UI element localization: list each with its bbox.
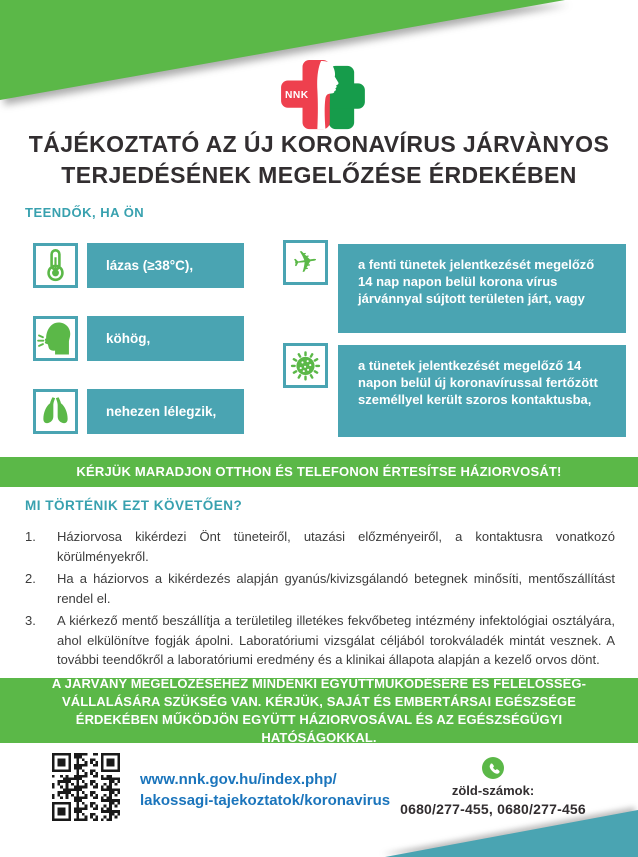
green-numbers-block xyxy=(393,757,593,817)
phone-icon xyxy=(482,757,504,779)
phone-numbers: 0680/277-455, 0680/277-456 xyxy=(400,801,586,817)
condition-label: a tünetek jelentkezését megelőző 14 napon belül új koronavírussal fertőzött személlyel került szoros kontaktusba, xyxy=(358,358,598,407)
list-item-text: A kiérkező mentő beszállítja a területileg illetékes fekvőbeteg intézmény infektológiai osztályára, ahol elkülönítve fogják ápolni. Laboratóriumi vizsgálat céljából torokváladék mintát vesznek. A további teendőkről a laboratóriumi eredmény és a klinikai állapota alapján a kezelő orvos dönt. xyxy=(57,613,615,667)
title-line-2: TERJEDÉSÉNEK MEGELŐZÉSE ÉRDEKÉBEN xyxy=(61,162,577,188)
website-link-line1[interactable]: www.nnk.gov.hu/index.php/ xyxy=(140,771,337,788)
virus-icon xyxy=(283,343,328,388)
list-item-text: Ha a háziorvos a kikérdezés alapján gyanús/kivizsgálandó betegnek minősíti, mentőszállítást rendel el. xyxy=(57,571,615,606)
page-title xyxy=(0,129,638,191)
list-item xyxy=(25,611,615,670)
symptom-label: köhög, xyxy=(106,331,151,346)
airplane-icon: ✈ xyxy=(283,240,328,285)
list-item-number: 2. xyxy=(25,571,36,586)
condition-label: a fenti tünetek jelentkezését megelőző 14 nap napon belül korona vírus járvánnyal sújtott területen járt, vagy xyxy=(358,257,595,306)
thermometer-icon xyxy=(33,243,78,288)
cough-icon xyxy=(33,316,78,361)
website-link-line2[interactable]: lakossagi-tajekoztatok/koronavirus xyxy=(140,791,391,809)
list-item-number: 1. xyxy=(25,529,36,544)
next-steps-heading: MI TÖRTÉNIK EZT KÖVETŐEN? xyxy=(25,498,243,513)
qr-code xyxy=(52,753,120,821)
list-item-text: Háziorvosa kikérdezi Önt tüneteiről, utazási előzményeiről, a kontaktusra vonatkozó körülményekről. xyxy=(57,529,615,564)
cooperation-banner xyxy=(0,675,638,745)
stay-home-banner: KÉRJÜK MARADJON OTTHON ÉS TELEFONON ÉRTESÍTSE HÁZIORVOSÁT! xyxy=(0,457,638,487)
list-item xyxy=(25,527,615,566)
symptom-box-fever xyxy=(87,243,244,288)
next-steps-list xyxy=(25,527,615,673)
symptom-box-breathing xyxy=(87,389,244,434)
symptom-box-cough xyxy=(87,316,244,361)
nnk-logo-icon xyxy=(272,60,372,136)
condition-box-travel xyxy=(338,244,626,333)
website-link[interactable] xyxy=(140,770,390,811)
title-line-1: TÁJÉKOZTATÓ AZ ÚJ KORONAVÍRUS JÁRVÀNYOS xyxy=(28,131,610,157)
condition-box-contact xyxy=(338,345,626,437)
green-numbers-label: zöld-számok: xyxy=(451,783,535,798)
list-item-number: 3. xyxy=(25,613,36,628)
symptom-label: nehezen lélegzik, xyxy=(106,404,217,419)
symptoms-heading: TEENDŐK, HA ÖN xyxy=(25,205,145,220)
cooperation-banner-text: A JÁRVÁNY MEGELŐZÉSÉHEZ MINDENKI EGYÜTTMŰKÖDÉSÉRE ÉS FELELŐSSÉG-VÁLLALÁSÁRA SZÜKSÉG VAN. KÉRJÜK, SAJÁT ÉS EMBERTÁRSAI EGÉSZSÉGE ÉRDEKÉBEN MŰKÖDJÖN EGYÜTT HÁZIORVOSÁVAL ÉS AZ EGÉSZSÉGÜGYI HATÓSÁGOKKAL. xyxy=(51,675,587,745)
svg-text:NNK: NNK xyxy=(284,90,309,101)
symptom-label: lázas (≥38°C), xyxy=(106,258,194,273)
lungs-icon xyxy=(33,389,78,434)
list-item xyxy=(25,569,615,608)
